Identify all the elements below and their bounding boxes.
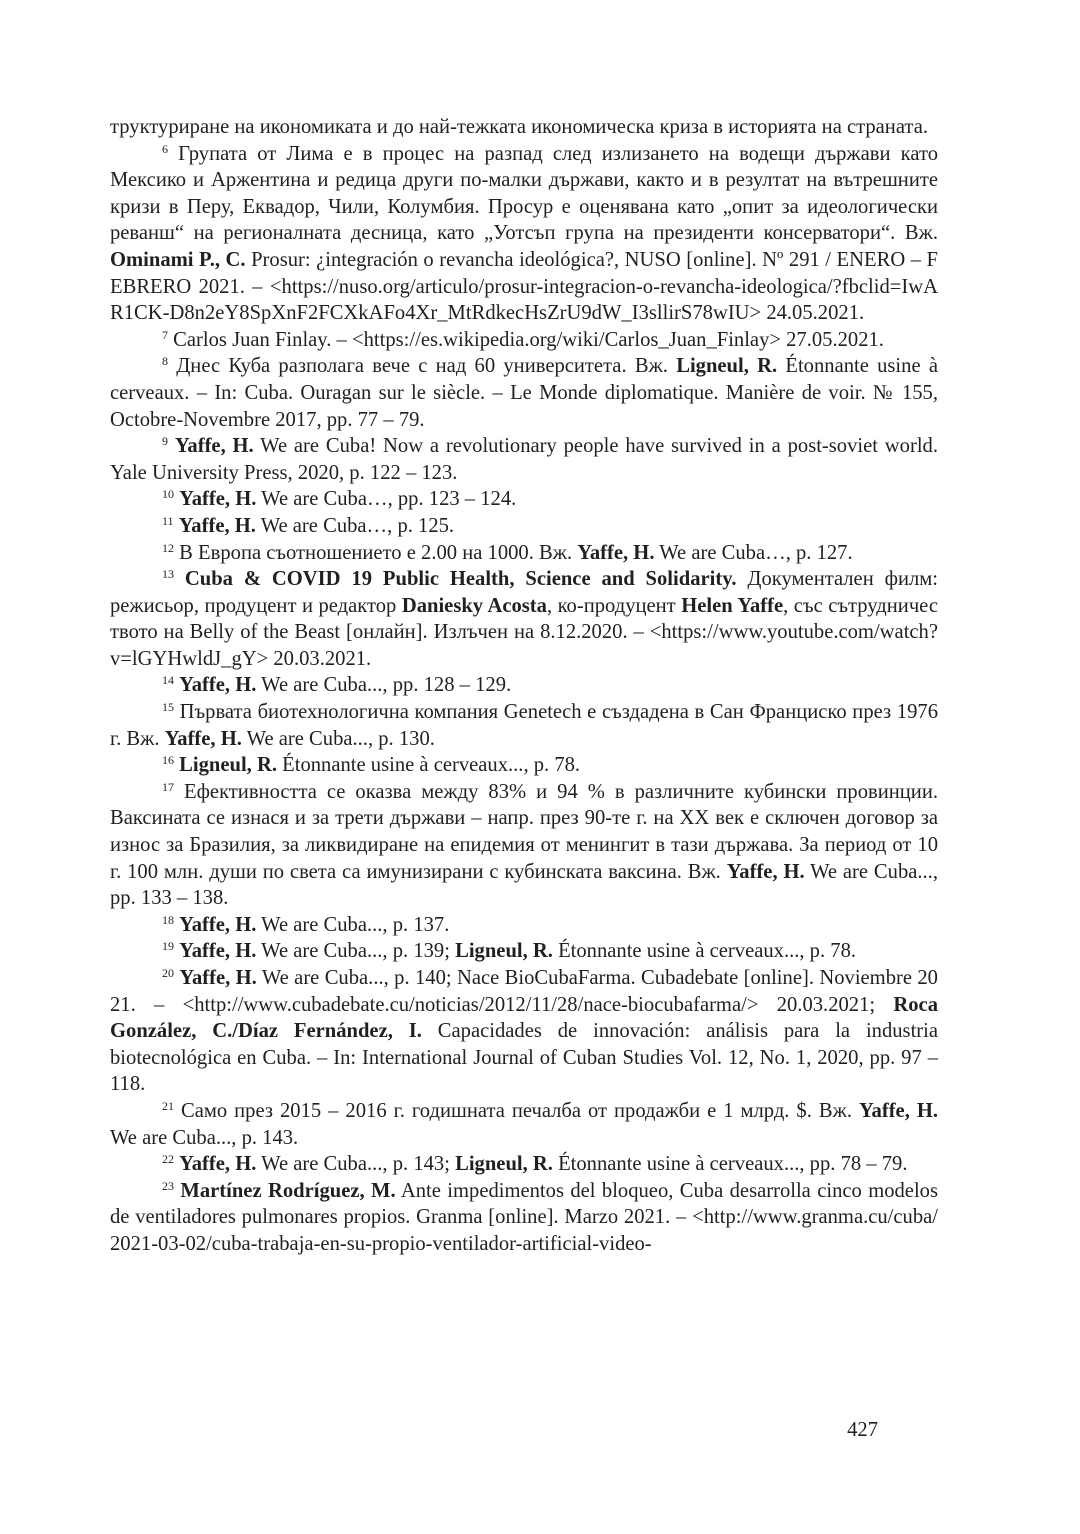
footnote [110,1098,938,1151]
footnote-text: We are Cuba…, pp. 123 – 124. [256,488,517,511]
footnote-number: 15 [162,700,174,715]
footnote [110,486,938,513]
footnote-number: 13 [162,567,174,582]
footnote-text: Étonnante usine à cerveaux..., p. 78. [552,940,857,963]
footnotes-block [110,114,938,1258]
footnote-text: We are Cuba..., p. 139; [256,940,456,963]
footnote-number: 19 [162,939,174,954]
bold-reference: Ominami P., C. [110,248,246,271]
footnote-number: 17 [162,779,174,794]
footnote-number: 12 [162,540,174,555]
footnote-number: 10 [162,487,174,502]
footnote [110,912,938,939]
footnote-number: 8 [162,354,168,369]
footnote [110,141,938,327]
footnote [110,513,938,540]
footnote-text: Étonnante usine à cerveaux..., p. 78. [277,754,581,777]
footnote-text: Първата биотехнологична компания Genetech е създадена в Сан Франциско през 1976 г. Вж. [110,701,938,750]
bold-reference: Martínez Rodríguez, M. [180,1179,396,1202]
bold-reference: Yaffe, H. [179,488,257,511]
footnote [110,1178,938,1258]
footnote [110,699,938,752]
bold-reference: Roca González, C./Díaz Fernández, I. [110,993,938,1043]
footnote-text: Документален филм: режисьор, продуцент и редактор [110,568,939,617]
bold-reference: Yaffe, H. [577,541,655,564]
footnote-text: В Европа съотношението е 2.00 на 1000. Вж. [179,541,578,564]
footnote [110,433,938,486]
bold-reference: Cuba & COVID 19 Public Health, Science and Solidarity. [184,568,737,591]
footnote-text: Днес Куба разполага вече с над 60 университета. Вж. [176,355,677,378]
footnote-number: 21 [162,1098,174,1113]
footnote-number: 9 [162,434,168,449]
footnote-text: труктуриране на икономиката и до най-тежката икономическа криза в историята на страната. [110,116,928,138]
footnote-text: We are Cuba..., pp. 133 – 138. [110,860,938,910]
footnote [110,672,938,699]
footnote-text: We are Cuba..., p. 140; Nace BioCubaFarma. Cubadebate [online]. Noviembre 2021. – <http://www.cubadebate.cu/noticias/2012/11/28/nace-biocubafarma/> 20.03.2021; [110,967,938,1016]
footnote-text: Prosur: ¿integración o revancha ideológica?, NUSO [online]. Nº 291 / ENERO – FEBRERO 2021. – <https://nuso.org/articulo/prosur-​integracion-o-revancha-ideologica/?fbclid=IwAR1CK-D8n2eY8SpXnF2FCXkAFo4Xr_​MtRdkecHsZrU9dW_I3sllirS78wIU> 24.05.2021. [110,248,938,325]
footnote-text: Групата от Лима е в процес на разпад след излизането на водещи държави като Мексико и Аржентина и редица други по-малки държави, както и в резултат на вътрешните кризи в Перу, Еквадор, Чили, Колумбия. Просур е оценявана като „опит за идеологически реванш“ на регионалната десница, като „Уотсъп група на президенти консерватори“. Вж. [110,142,939,245]
footnote-text: We are Cuba! Now a revolutionary people have survived in a post-soviet world. Yale University Press, 2020, p. 122 – 123. [110,435,938,484]
bold-reference: Ligneul, R. [455,940,553,963]
bold-reference: Yaffe, H. [179,940,257,963]
footnote [110,779,938,912]
footnote [110,752,938,779]
bold-reference: Yaffe, H. [726,860,805,883]
bold-reference: Ligneul, R. [455,1153,553,1176]
footnote-number: 18 [162,912,174,927]
footnote-text: Étonnante usine à cerveaux..., pp. 78 – 79. [552,1153,908,1176]
bold-reference: Ligneul, R. [179,754,277,777]
footnote-number: 16 [162,753,174,768]
footnote [110,353,938,433]
bold-reference: Yaffe, H. [179,674,257,697]
footnote-text: Étonnante usine à cerveaux. – In: Cuba. Ouragan sur le siècle. – Le Monde diplomatique. Manière de voir. № 155, Octobre-Novembre 2017, pp. 77 – 79. [110,355,938,431]
bold-reference: Yaffe, H. [174,435,254,458]
bold-reference: Daniesky Acosta [401,594,547,617]
footnote-text: We are Cuba..., pp. 128 – 129. [256,674,512,697]
footnote-number: 22 [162,1152,174,1167]
footnote-text: Capacidades de innovación: análisis para la industria biotecnológica en Cuba. – In: International Journal of Cuban Studies Vol. 12, No. 1, 2020, pp. 97 – 118. [110,1020,939,1096]
footnote [110,327,938,354]
bold-reference: Yaffe, H. [179,913,257,936]
footnote-text: We are Cuba…, p. 125. [255,514,455,537]
footnote-text: , ко-продуцент [546,594,682,617]
footnote-continuation [110,114,938,141]
footnote [110,540,938,567]
footnote-number: 14 [162,673,174,688]
footnote [110,1151,938,1178]
footnote-text: We are Cuba..., p. 143; [256,1153,456,1176]
bold-reference: Yaffe, H. [178,514,256,537]
bold-reference: Helen Yaffe [681,594,784,617]
footnote-number: 23 [162,1178,174,1193]
footnote [110,566,938,672]
footnote-text: We are Cuba..., p. 130. [241,727,435,750]
bold-reference: Yaffe, H. [179,1153,257,1176]
page-number: 427 [847,1419,878,1441]
footnote-text: Ante impedimentos del bloqueo, Cuba desarrolla cinco modelos de ventiladores pulmonares propios. Granma [online]. Marzo 2021. – <http://​www.granma.cu/cuba/2021-03-02/cuba-trabaja-en-su-propio-ventilador-artificial-video- [110,1179,938,1255]
footnote-number: 6 [162,141,168,156]
footnote-text: We are Cuba..., p. 143. [110,1126,299,1149]
bold-reference: Ligneul, R. [676,355,778,378]
footnote [110,965,938,1098]
bold-reference: Yaffe, H. [858,1099,938,1122]
footnote-text: Ефективността се оказва между 83% и 94 % в различните кубински провинции. Ваксината се изнася и за трети държави – напр. през 90-те г. на XX век е сключен договор за износ за Бразилия, за ликвидиране на епидемия от менингит в тази държава. За период от 10 г. 100 млн. души по света са имунизирани с кубинската ваксина. Вж. [110,780,938,883]
footnote-text: We are Cuba…, p. 127. [654,541,853,564]
footnote-text: Carlos Juan Finlay. – <https://es.wikipedia.org/wiki/Carlos_Juan_Finlay> 27.05.2021. [173,328,884,351]
footnote-number: 11 [162,513,174,528]
footnote-text: , със сътрудничеството на Belly of the Beast [онлайн]. Излъчен на 8.12.2020. – <https://​www.youtube.com/watch?v=lGYHwldJ_gY> 20.03.2021. [110,594,938,670]
bold-reference: Yaffe, H. [164,727,242,750]
footnote-number: 20 [162,966,174,980]
bold-reference: Yaffe, H. [179,967,257,989]
footnote-number: 7 [162,327,168,342]
footnote [110,938,938,965]
footnote-text: Само през 2015 – 2016 г. годишната печалба от продажби е 1 млрд. $. Вж. [180,1099,859,1122]
footnote-text: We are Cuba..., p. 137. [256,913,450,936]
